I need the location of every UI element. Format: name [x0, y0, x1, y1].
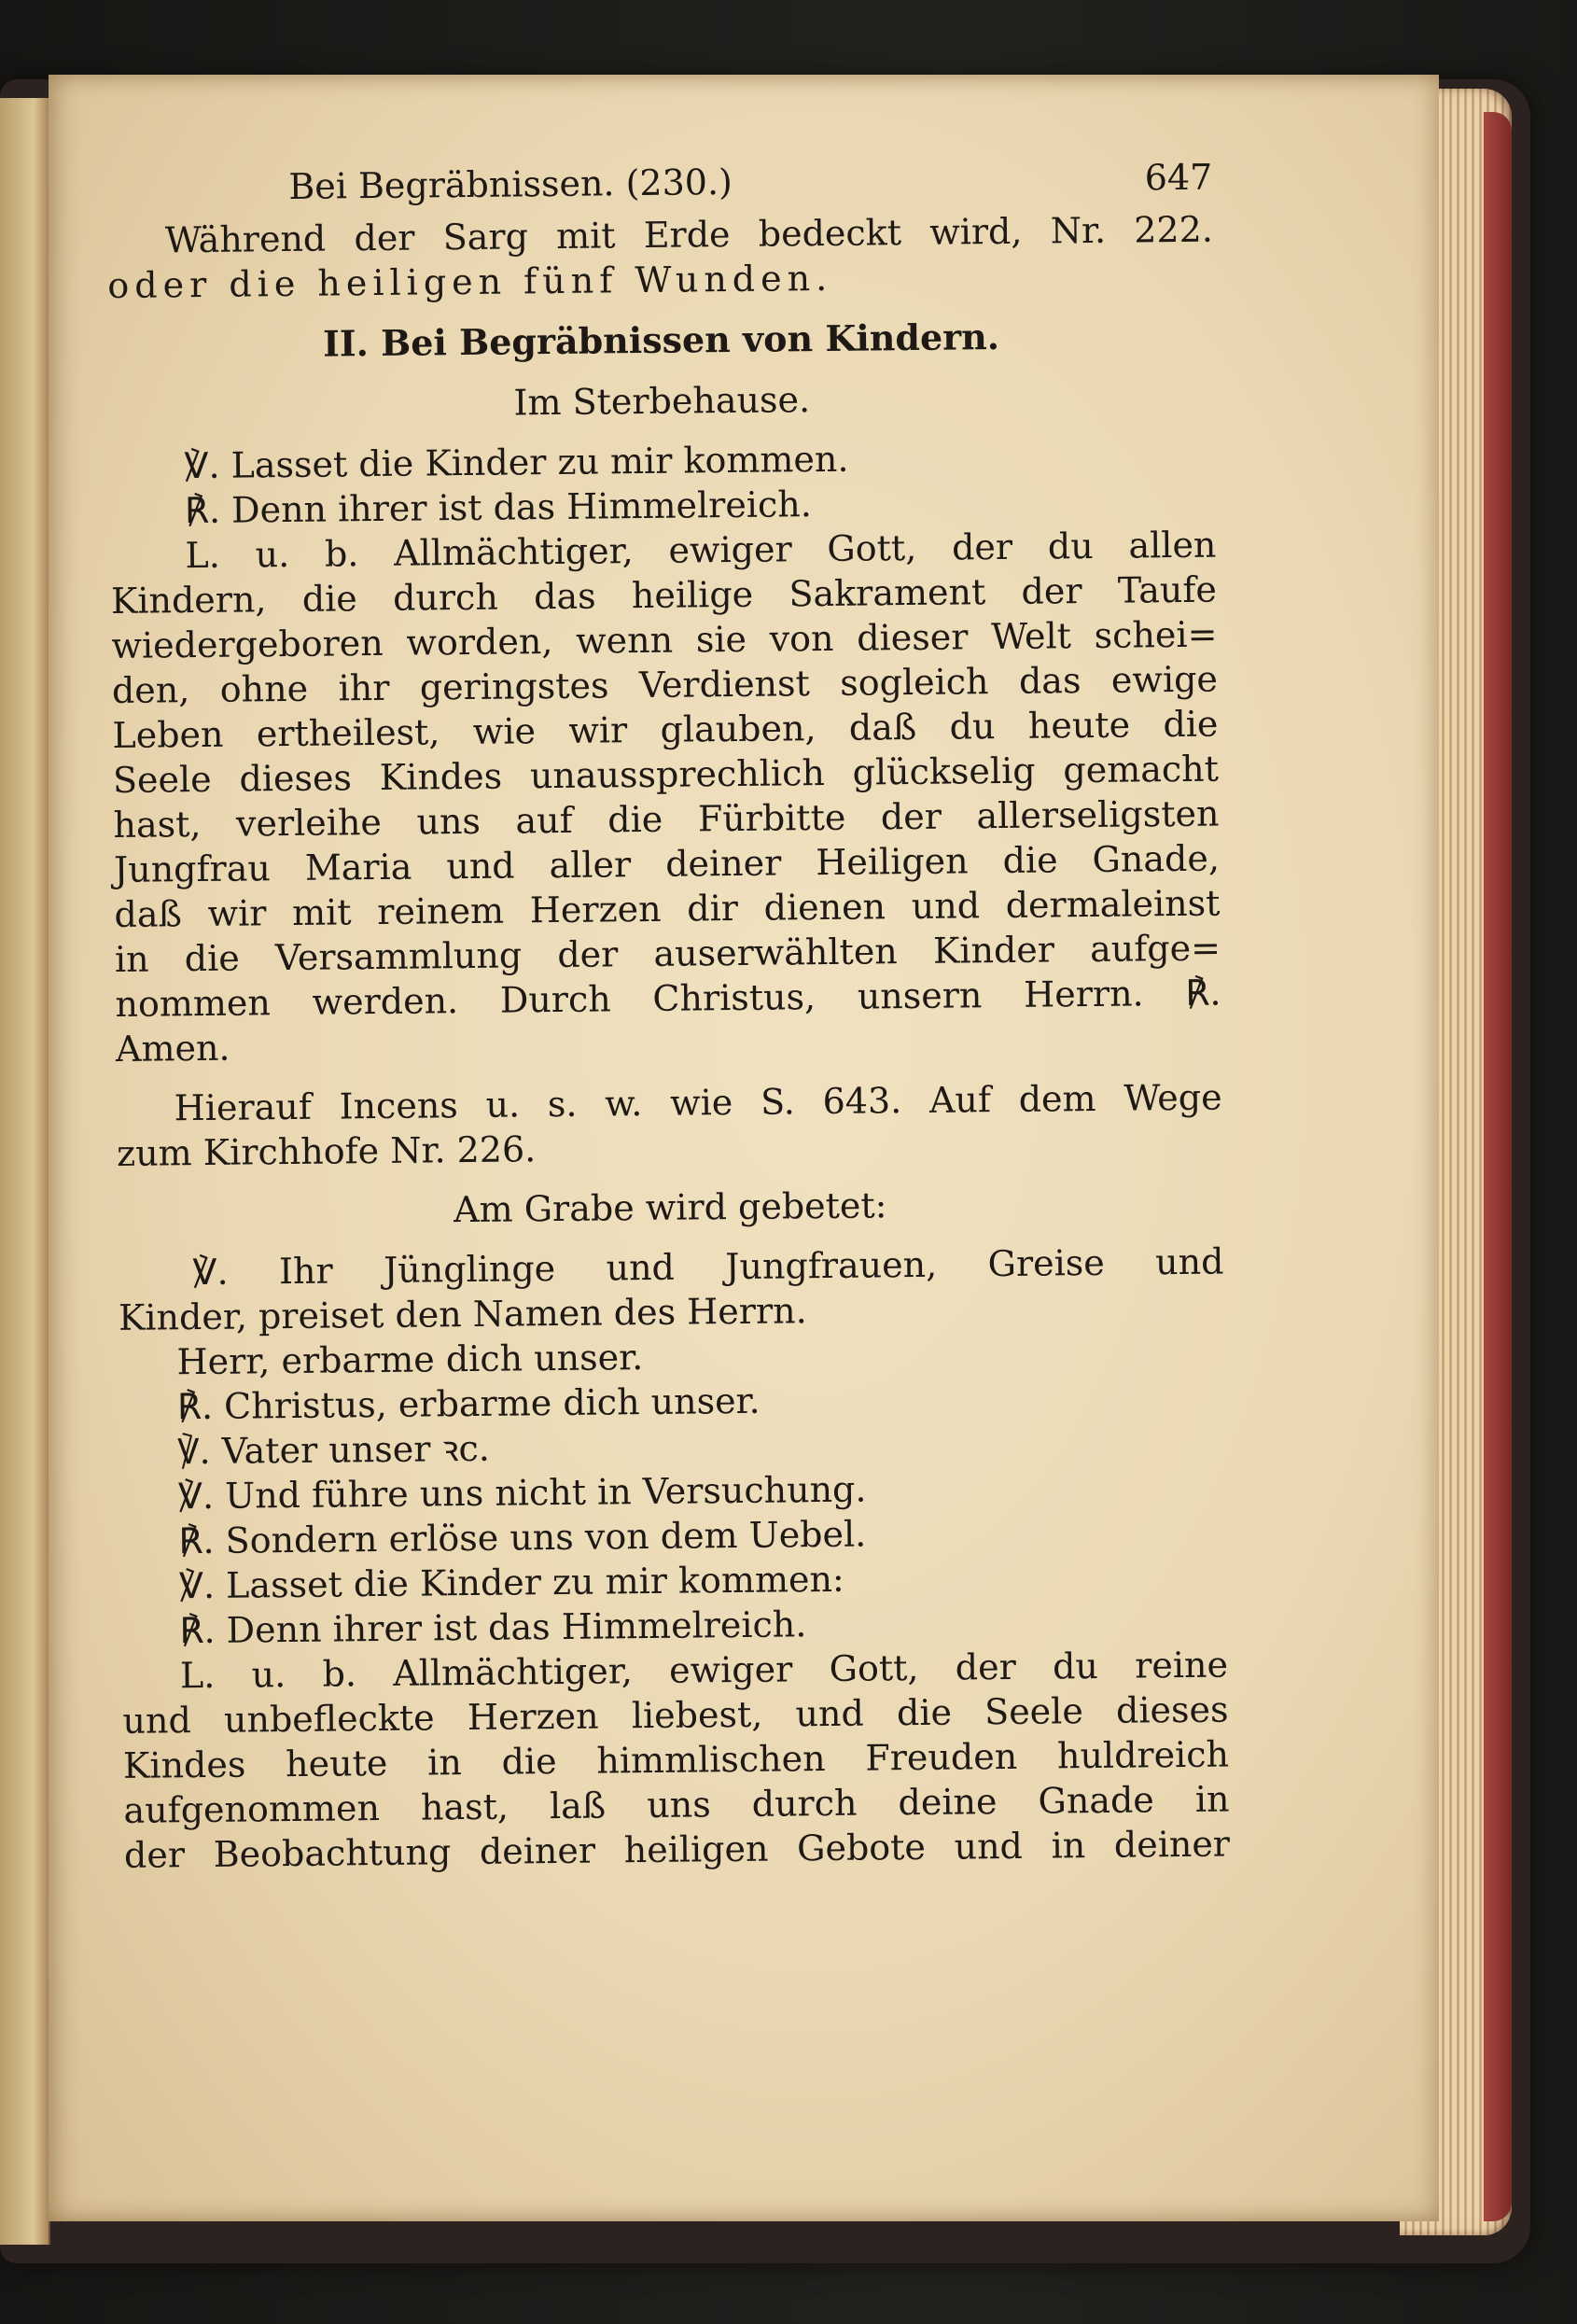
intro-line: oder die heiligen fünf Wunden. — [107, 257, 833, 306]
intro-line: Während der Sarg mit Erde bedeckt wird, Nr. 222. — [164, 208, 1214, 261]
prayer-line: aufgenommen hast, laß uns durch deine Gnade in — [123, 1778, 1230, 1831]
prayer-line: Kindern, die durch das heilige Sakrament der Taufe — [110, 568, 1218, 622]
prayer-line: nommen werden. Durch Christus, unsern Herrn. ℟. — [115, 972, 1221, 1025]
section-heading: II. Bei Begräbnissen von Kindern. — [322, 315, 1000, 365]
prayer-line: Leben ertheilest, wie wir glauben, daß du heute die — [112, 703, 1219, 756]
prayer-line: Amen. — [115, 1027, 230, 1070]
prayer-line: wiedergeboren worden, wenn sie von dieser Welt schei= — [111, 613, 1218, 666]
prayer-line: in die Versammlung der auserwählten Kinder aufge= — [114, 927, 1221, 980]
response-line: ℟. Denn ihrer ist das Himmelreich. — [179, 1603, 807, 1652]
header-title: Bei Begräbnissen. (230.) — [288, 161, 733, 207]
response-line: ℣. Und führe uns nicht in Versuchung. — [177, 1468, 867, 1518]
prayer-line: L. u. b. Allmächtiger, ewiger Gott, der du reine — [179, 1644, 1229, 1697]
versicle-line: Kinder, preiset den Namen des Herrn. — [118, 1290, 807, 1338]
incens-line: Hierauf Incens u. s. w. wie S. 643. Auf dem Wege — [174, 1076, 1222, 1129]
response-line: ℟. Sondern erlöse uns von dem Uebel. — [178, 1513, 867, 1562]
prayer-line: daß wir mit reinem Herzen dir dienen und dermaleinst — [114, 882, 1221, 935]
subheading-grabe: Am Grabe wird gebetet: — [453, 1184, 887, 1231]
prayer-line: Jungfrau Maria und aller deiner Heiligen die Gnade, — [113, 837, 1221, 890]
prayer-line: den, ohne ihr geringstes Verdienst sogleich das ewige — [111, 658, 1219, 711]
incens-line: zum Kirchhofe Nr. 226. — [116, 1128, 537, 1174]
response-line: ℟. Denn ihrer ist das Himmelreich. — [184, 483, 813, 532]
prayer-line: der Beobachtung deiner heiligen Gebote und in deiner — [123, 1823, 1231, 1876]
versicle-line: ℣. Lasset die Kinder zu mir kommen. — [184, 438, 849, 487]
red-page-edge — [1484, 112, 1512, 2221]
response-line: Herr, erbarme dich unser. — [176, 1337, 644, 1383]
prayer-line: Seele dieses Kindes unaussprechlich glückselig gemacht — [112, 748, 1220, 801]
prayer-line: Kindes heute in die himmlischen Freuden huldreich — [122, 1733, 1230, 1786]
response-line: ℟. Christus, erbarme dich unser. — [176, 1379, 761, 1428]
prayer-line: L. u. b. Allmächtiger, ewiger Gott, der du allen — [185, 524, 1217, 577]
page-text — [106, 147, 1230, 1878]
response-line: ℣. Vater unser ꝛc. — [177, 1427, 491, 1473]
versicle-line: ℣. Ihr Jünglinge und Jungfrauen, Greise und — [192, 1240, 1224, 1294]
left-page-strip — [0, 98, 50, 2245]
response-line: ℣. Lasset die Kinder zu mir kommen: — [178, 1558, 844, 1607]
book-page — [49, 75, 1439, 2221]
prayer-line: hast, verleihe uns auf die Fürbitte der allerseligsten — [113, 792, 1220, 846]
prayer-line: und unbefleckte Herzen liebest, und die Seele dieses — [122, 1688, 1229, 1742]
subheading-sterbehause: Im Sterbehause. — [513, 379, 811, 424]
page-number: 647 — [1144, 156, 1213, 199]
